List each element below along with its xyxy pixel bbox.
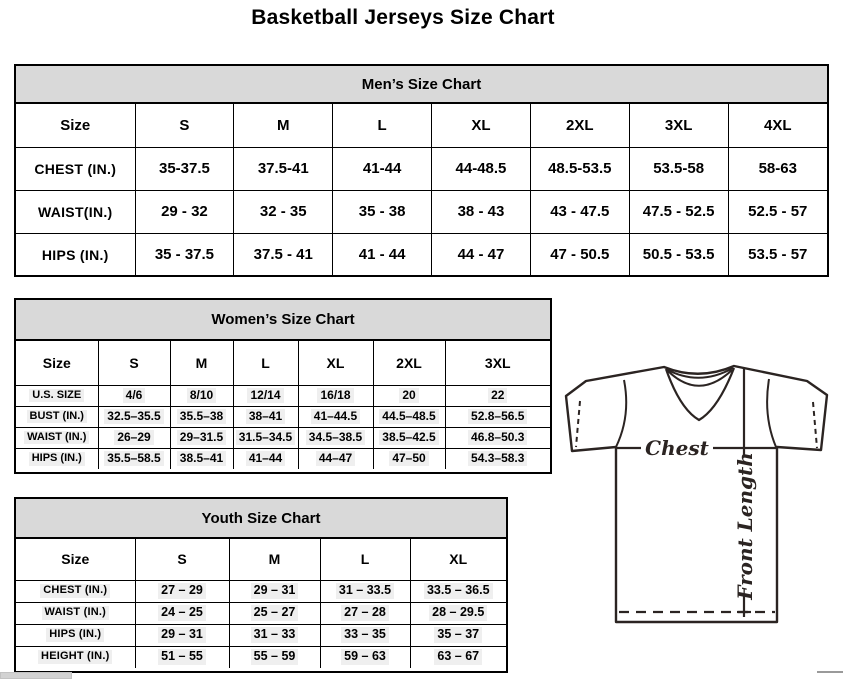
column-header: M (229, 539, 320, 580)
value-text: 35.5–38 (177, 409, 226, 424)
value-cell: 44-48.5 (432, 147, 531, 190)
table-row (16, 602, 506, 624)
row-label: CHEST (IN.) (16, 147, 135, 190)
value-cell: 35-37.5 (135, 147, 234, 190)
value-cell: 47 - 50.5 (530, 233, 629, 276)
column-header: 2XL (373, 341, 445, 385)
value-cell (445, 406, 550, 427)
value-text: 35.5–58.5 (104, 451, 163, 466)
value-text: 52.8–56.5 (468, 409, 527, 424)
value-cell: 38 - 43 (432, 190, 531, 233)
value-cell (98, 385, 170, 406)
value-cell: 58-63 (728, 147, 827, 190)
youth-chart-caption: Youth Size Chart (16, 499, 506, 539)
page-title: Basketball Jerseys Size Chart (251, 6, 555, 29)
value-cell (445, 448, 550, 469)
youth-chart-table (16, 539, 506, 668)
value-cell: 48.5-53.5 (530, 147, 629, 190)
value-cell: 35 - 37.5 (135, 233, 234, 276)
value-text: 59 – 63 (341, 649, 389, 665)
column-header: XL (410, 539, 506, 580)
value-cell: 41 - 44 (333, 233, 432, 276)
value-cell (373, 385, 445, 406)
row-label (16, 602, 135, 624)
column-header: 2XL (530, 104, 629, 147)
value-text: 34.5–38.5 (306, 430, 365, 445)
row-label (16, 448, 98, 469)
column-header: M (234, 104, 333, 147)
value-cell (233, 385, 298, 406)
column-header: 3XL (629, 104, 728, 147)
row-label (16, 580, 135, 602)
value-text: 41–44 (246, 451, 285, 466)
youth-size-chart (14, 497, 508, 673)
value-cell: 37.5 - 41 (234, 233, 333, 276)
table-row (16, 427, 550, 448)
column-header: L (333, 104, 432, 147)
value-text: 29–31.5 (177, 430, 226, 445)
value-text: 38.5–41 (177, 451, 226, 466)
value-text: 44.5–48.5 (379, 409, 438, 424)
value-cell (233, 448, 298, 469)
value-cell (320, 646, 410, 668)
row-label-text: U.S. SIZE (29, 389, 84, 403)
table-row (16, 646, 506, 668)
front-length-label: Front Length (733, 452, 757, 600)
value-cell (229, 624, 320, 646)
table-row (16, 233, 827, 276)
row-label (16, 406, 98, 427)
column-header: S (135, 539, 229, 580)
value-cell (410, 646, 506, 668)
value-cell: 50.5 - 53.5 (629, 233, 728, 276)
value-text: 55 – 59 (251, 649, 299, 665)
value-cell (298, 385, 373, 406)
row-label-text: BUST (IN.) (27, 410, 87, 424)
value-cell (229, 646, 320, 668)
right-sleeve-seam (767, 379, 776, 447)
row-label (16, 427, 98, 448)
value-cell: 37.5-41 (234, 147, 333, 190)
right-cuff-dashed-line (813, 402, 817, 448)
value-cell (373, 427, 445, 448)
table-row (16, 406, 550, 427)
column-header: L (320, 539, 410, 580)
value-cell (98, 448, 170, 469)
value-cell (233, 406, 298, 427)
value-cell (135, 580, 229, 602)
mens-chart-caption: Men’s Size Chart (16, 66, 827, 104)
value-cell (229, 580, 320, 602)
value-text: 63 – 67 (434, 649, 482, 665)
value-cell: 52.5 - 57 (728, 190, 827, 233)
column-header: 3XL (445, 341, 550, 385)
value-text: 12/14 (247, 388, 283, 403)
column-header: M (170, 341, 233, 385)
value-cell (445, 427, 550, 448)
value-cell (135, 624, 229, 646)
value-text: 27 – 28 (341, 605, 389, 621)
column-header: Size (16, 104, 135, 147)
value-text: 8/10 (187, 388, 216, 403)
table-row (16, 190, 827, 233)
horizontal-scrollbar-track-fragment (817, 671, 843, 673)
value-cell (170, 448, 233, 469)
value-cell: 44 - 47 (432, 233, 531, 276)
row-label-text: HEIGHT (IN.) (38, 650, 112, 664)
value-cell: 53.5-58 (629, 147, 728, 190)
value-cell (298, 427, 373, 448)
value-text: 51 – 55 (158, 649, 206, 665)
value-cell (170, 427, 233, 448)
row-label (16, 624, 135, 646)
table-row (16, 147, 827, 190)
value-text: 28 – 29.5 (429, 605, 487, 621)
column-header: XL (432, 104, 531, 147)
value-cell (373, 406, 445, 427)
value-text: 26–29 (114, 430, 153, 445)
value-cell (98, 406, 170, 427)
row-label (16, 646, 135, 668)
value-cell (445, 385, 550, 406)
value-cell: 53.5 - 57 (728, 233, 827, 276)
value-text: 32.5–35.5 (104, 409, 163, 424)
value-cell (170, 385, 233, 406)
value-text: 31.5–34.5 (236, 430, 295, 445)
column-header: 4XL (728, 104, 827, 147)
value-cell: 35 - 38 (333, 190, 432, 233)
value-text: 24 – 25 (158, 605, 206, 621)
value-text: 29 – 31 (251, 583, 299, 599)
value-cell (320, 580, 410, 602)
value-text: 38–41 (246, 409, 285, 424)
row-label: WAIST(IN.) (16, 190, 135, 233)
value-text: 33 – 35 (341, 627, 389, 643)
column-header: S (98, 341, 170, 385)
row-label-text: WAIST (IN.) (24, 431, 89, 445)
youth-header-row (16, 539, 506, 580)
value-text: 31 – 33 (251, 627, 299, 643)
value-text: 41–44.5 (311, 409, 360, 424)
horizontal-scrollbar-thumb[interactable] (0, 672, 72, 679)
value-cell (229, 602, 320, 624)
row-label-text: CHEST (IN.) (40, 584, 110, 598)
chest-label: Chest (645, 436, 709, 460)
column-header: Size (16, 539, 135, 580)
column-header: L (233, 341, 298, 385)
table-row (16, 448, 550, 469)
value-cell (410, 580, 506, 602)
value-cell (410, 602, 506, 624)
column-header: XL (298, 341, 373, 385)
value-text: 16/18 (317, 388, 353, 403)
value-cell: 29 - 32 (135, 190, 234, 233)
value-text: 44–47 (316, 451, 355, 466)
womens-chart-table (16, 341, 550, 469)
mens-header-row (16, 104, 827, 147)
jersey-measurement-diagram-icon (556, 356, 836, 650)
womens-header-row (16, 341, 550, 385)
value-cell (135, 646, 229, 668)
value-cell: 32 - 35 (234, 190, 333, 233)
value-cell (233, 427, 298, 448)
value-text: 31 – 33.5 (336, 583, 394, 599)
value-text: 33.5 – 36.5 (424, 583, 493, 599)
column-header: Size (16, 341, 98, 385)
value-cell: 43 - 47.5 (530, 190, 629, 233)
jersey-outline (566, 366, 827, 622)
value-text: 54.3–58.3 (468, 451, 527, 466)
row-label: HIPS (IN.) (16, 233, 135, 276)
value-cell: 47.5 - 52.5 (629, 190, 728, 233)
womens-size-chart (14, 298, 552, 474)
value-text: 27 – 29 (158, 583, 206, 599)
row-label-text: WAIST (IN.) (42, 606, 109, 620)
row-label (16, 385, 98, 406)
value-text: 35 – 37 (434, 627, 482, 643)
row-label-text: HIPS (IN.) (46, 628, 104, 642)
womens-chart-caption: Women’s Size Chart (16, 300, 550, 341)
value-cell: 41-44 (333, 147, 432, 190)
value-text: 46.8–50.3 (468, 430, 527, 445)
value-text: 47–50 (389, 451, 428, 466)
mens-chart-table (16, 104, 827, 276)
value-text: 20 (399, 388, 418, 403)
value-text: 38.5–42.5 (379, 430, 438, 445)
value-cell (98, 427, 170, 448)
value-text: 25 – 27 (251, 605, 299, 621)
table-row (16, 624, 506, 646)
value-text: 29 – 31 (158, 627, 206, 643)
mens-size-chart (14, 64, 829, 277)
value-cell (298, 448, 373, 469)
left-cuff-dashed-line (576, 401, 580, 447)
table-row (16, 385, 550, 406)
column-header: S (135, 104, 234, 147)
value-cell (373, 448, 445, 469)
value-cell (410, 624, 506, 646)
value-cell (170, 406, 233, 427)
value-cell (320, 602, 410, 624)
table-row (16, 580, 506, 602)
row-label-text: HIPS (IN.) (29, 452, 85, 466)
left-sleeve-seam (616, 380, 626, 447)
value-cell (320, 624, 410, 646)
value-cell (298, 406, 373, 427)
value-text: 4/6 (123, 388, 146, 403)
value-cell (135, 602, 229, 624)
value-text: 22 (488, 388, 507, 403)
